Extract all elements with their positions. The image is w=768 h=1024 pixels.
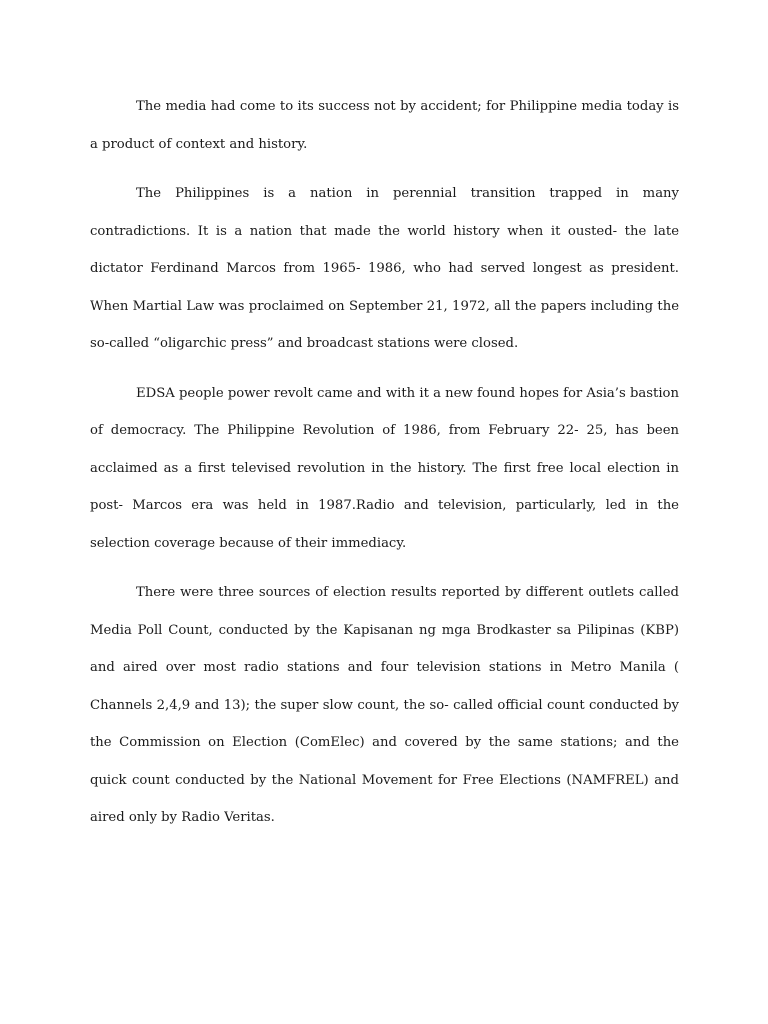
- paragraph-election-results: There were three sources of election results reported by different outlets called Media Poll Count, conducted by the Kapisanan ng mga Brodkaster sa Pilipinas (KBP) and aired over most radio stations and four television stations in Metro Manila ( Channels 2,4,9 and 13); the super slow count, the so- called official count conducted by the Commission on Election (ComElec) and covered by the same stations; and the quick count conducted by the National Movement for Free Elections (NAMFREL) and aired only by Radio Veritas.: [90, 585, 679, 825]
- paragraph-philippines-transition: The Philippines is a nation in perennial transition trapped in many contradictions. It is a nation that made the world history when it ousted- the late dictator Ferdinand Marcos from 1965- 1986, who had served longest as president. When Martial Law was proclaimed on September 21, 1972, all the papers including the so-called “oligarchic press” and broadcast stations were closed.: [90, 186, 679, 351]
- paragraph-media-success: The media had come to its success not by accident; for Philippine media today is a product of context and history.: [90, 99, 679, 152]
- paragraph-edsa-revolt: EDSA people power revolt came and with it a new found hopes for Asia’s bastion of democracy. The Philippine Revolution of 1986, from February 22- 25, has been acclaimed as a first televised revolution in the history. The first free local election in post- Marcos era was held in 1987.Radio and television, particularly, led in the selection coverage because of their immediacy.: [90, 385, 679, 551]
